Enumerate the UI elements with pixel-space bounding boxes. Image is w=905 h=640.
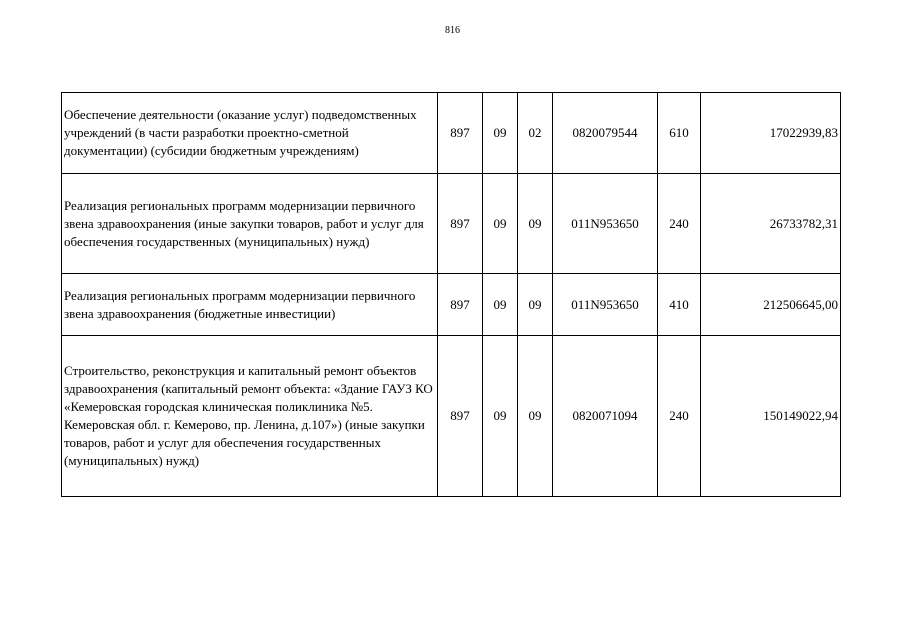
row-description: Обеспечение деятельности (оказание услуг) подведомственных учреждений (в части разработки проектно-сметной документации) (субсидии бюджетным учреждениям): [62, 93, 438, 174]
table-row: [62, 93, 841, 174]
expense-type-code: 240: [658, 336, 701, 497]
row-description: Реализация региональных программ модернизации первичного звена здравоохранения (бюджетные инвестиции): [62, 274, 438, 336]
subsection-code: 09: [518, 336, 553, 497]
row-description: Реализация региональных программ модернизации первичного звена здравоохранения (иные закупки товаров, работ и услуг для обеспечения государственных (муниципальных) нужд): [62, 174, 438, 274]
amount-value: 150149022,94: [701, 336, 841, 497]
ministry-code: 897: [438, 174, 483, 274]
amount-value: 26733782,31: [701, 174, 841, 274]
table-row: [62, 336, 841, 497]
amount-value: 17022939,83: [701, 93, 841, 174]
row-description: Строительство, реконструкция и капитальный ремонт объектов здравоохранения (капитальный ремонт объекта: «Здание ГАУЗ КО «Кемеровская городская клиническая поликлиника №5. Кемеровская обл. г. Кемерово, пр. Ленина, д.107») (иные закупки товаров, работ и услуг для обеспечения государственных (муниципальных) нужд): [62, 336, 438, 497]
target-article-code: 011N953650: [553, 174, 658, 274]
section-code: 09: [483, 336, 518, 497]
amount-value: 212506645,00: [701, 274, 841, 336]
table-row: [62, 274, 841, 336]
budget-table: [61, 92, 841, 497]
ministry-code: 897: [438, 274, 483, 336]
section-code: 09: [483, 174, 518, 274]
ministry-code: 897: [438, 93, 483, 174]
target-article-code: 0820071094: [553, 336, 658, 497]
section-code: 09: [483, 93, 518, 174]
expense-type-code: 240: [658, 174, 701, 274]
table-row: [62, 174, 841, 274]
target-article-code: 011N953650: [553, 274, 658, 336]
ministry-code: 897: [438, 336, 483, 497]
page-number: 816: [445, 25, 460, 36]
subsection-code: 02: [518, 93, 553, 174]
subsection-code: 09: [518, 174, 553, 274]
section-code: 09: [483, 274, 518, 336]
subsection-code: 09: [518, 274, 553, 336]
expense-type-code: 410: [658, 274, 701, 336]
expense-type-code: 610: [658, 93, 701, 174]
target-article-code: 0820079544: [553, 93, 658, 174]
